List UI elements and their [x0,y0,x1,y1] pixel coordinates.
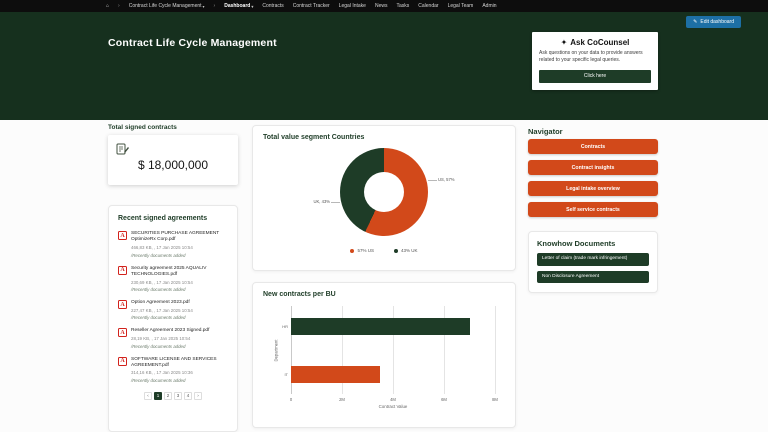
bar-it[interactable] [291,366,380,383]
document-meta: 28,19 KB, , 17 Jan 2025 10:54 [131,336,191,341]
navigator-legal-intake-overview-button[interactable]: Legal intake overview [528,181,658,196]
x-axis-label: Contract Value [378,404,408,409]
bar-hr[interactable] [291,318,470,335]
document-list-item[interactable] [118,328,228,348]
donut-legend [263,248,505,253]
top-navigation [0,0,768,12]
document-meta: 314,16 KB, , 17 Jan 2025 10:36 [131,370,193,376]
document-note: /Recently documents added [131,287,186,293]
pagination-prev-button[interactable]: ‹ [144,392,152,400]
edit-dashboard-button[interactable]: ✎ Edit dashboard [686,16,741,28]
navigator-contracts-button[interactable]: Contracts [528,139,658,154]
legend-label-us: 57% US [357,248,374,253]
document-meta: 466,83 KB, , 17 Jan 2025 10:54 [131,245,193,251]
document-list-item[interactable] [118,231,228,257]
pagination [118,392,228,400]
pdf-icon: A [118,328,127,337]
x-tick-0: 0 [289,397,293,402]
navigator-buttons [528,139,658,217]
total-signed-contracts-heading: Total signed contracts [108,124,177,131]
leader-line-uk [331,202,340,203]
total-signed-contracts-card [108,135,238,185]
slice-label-us: US, 57% [438,177,455,182]
nav-item-contracts[interactable]: Contracts [262,3,284,9]
donut-hole [364,172,404,212]
donut-chart [263,141,505,253]
navigator-heading: Navigator [528,127,563,136]
total-value-segment-countries-card [252,125,516,271]
leader-line-us [428,180,437,181]
document-title[interactable]: Option Agreement 2023.pdf [131,300,190,306]
document-title[interactable]: SECURITIES PURCHASE AGREEMENT OptimizeRx Corp.pdf [131,231,220,243]
legend-swatch-us [350,249,354,253]
ask-cocounsel-card [532,32,658,90]
document-note: /Recently documents added [131,343,186,349]
document-meta: 230,69 KB, , 17 Jan 2025 10:54 [131,279,193,285]
signed-document-icon [116,143,130,156]
x-tick-8m: 8M [492,397,498,402]
knowhow-documents-heading: Knowhow Documents [537,239,616,248]
page-header [0,12,768,120]
legend-swatch-uk [394,249,398,253]
donut-chart-title: Total value segment Countries [263,134,365,141]
nav-item-tasks[interactable]: Tasks [396,3,410,9]
document-meta: 227,47 KB, , 17 Jan 2025 10:54 [131,307,193,313]
slice-label-uk: UK, 43% [313,199,330,204]
legend-label-uk: 43% UK [401,248,418,253]
page-title: Contract Life Cycle Management [108,37,277,49]
pdf-icon: A [118,300,127,309]
cocounsel-click-here-button[interactable]: Click here [539,70,651,83]
sparkle-icon: ✦ [560,38,568,47]
pagination-page-4[interactable]: 4 [184,392,192,400]
home-icon[interactable]: ⌂ [106,3,110,9]
cocounsel-title: Ask CoCounsel [570,38,630,47]
legend-entry-uk[interactable] [394,248,418,253]
pagination-next-button[interactable]: › [194,392,202,400]
bar-chart-title: New contracts per BU [263,291,336,298]
chevron-right-icon: › [118,3,120,9]
x-tick-6m: 6M [441,397,447,402]
chevron-right-icon: › [213,3,216,9]
new-contracts-per-bu-card [252,282,516,428]
navigator-contract-insights-button[interactable]: Contract insights [528,160,658,175]
gridline-8m [495,306,496,394]
pdf-icon: A [118,266,127,275]
pencil-icon: ✎ [693,19,698,25]
document-note: /Recently documents added [131,252,186,258]
knowhow-documents-card [528,231,658,293]
nav-item-contract-tracker[interactable]: Contract Tracker [292,3,330,9]
category-label-hr: HR [282,324,288,329]
legend-entry-us[interactable] [350,248,374,253]
document-list-item[interactable] [118,300,228,320]
breadcrumb-clm[interactable]: Contract Life Cycle Management ▾ [128,3,205,9]
navigator-self-service-contracts-button[interactable]: Self service contracts [528,202,658,217]
nav-item-dashboard[interactable]: Dashboard ▾ [224,3,254,9]
y-axis-label: Department [273,339,279,362]
pagination-page-2[interactable]: 2 [164,392,172,400]
nav-item-legal-intake[interactable]: Legal Intake [338,3,366,9]
x-tick-2m: 2M [339,397,345,402]
document-title[interactable]: Security agreement 2025 AQUALIV TECHNOLOGIES.pdf [131,265,207,277]
recent-signed-agreements-heading: Recent signed agreements [118,215,208,222]
pagination-page-1[interactable]: 1 [154,392,162,400]
nav-item-admin[interactable]: Admin [482,3,497,9]
caret-down-icon: ▾ [202,3,205,9]
total-signed-contracts-value: $ 18,000,000 [137,158,209,172]
pdf-icon: A [118,231,127,240]
category-label-it: IT [284,372,288,377]
document-note: /Recently documents added [131,377,186,383]
non-disclosure-agreement-button[interactable]: Non Disclosure Agreement [537,271,649,284]
document-title[interactable]: SOFTWARE LICENSE AND SERVICES AGREEMENT.pdf [131,356,217,368]
nav-item-news[interactable]: News [374,3,388,9]
document-list-item[interactable] [118,357,228,383]
document-note: /Recently documents added [131,315,186,321]
caret-down-icon: ▾ [251,3,254,9]
nav-item-calendar[interactable]: Calendar [418,3,439,9]
pagination-page-3[interactable]: 3 [174,392,182,400]
cocounsel-description: Ask questions on your data to provide answers related to your specific legal queries. [539,50,643,63]
donut-ring[interactable] [340,148,428,236]
bar-chart-plot [273,310,498,409]
letter-of-claim-button[interactable]: Letter of claim (trade mark infringement) [537,253,649,266]
nav-item-legal-team[interactable]: Legal Team [447,3,474,9]
x-tick-4m: 4M [390,397,396,402]
document-list-item[interactable] [118,266,228,292]
recent-signed-agreements-card [108,205,238,432]
document-title[interactable]: Reseller Agreement 2023 Signed.pdf [131,328,210,334]
pdf-icon: A [118,357,127,366]
